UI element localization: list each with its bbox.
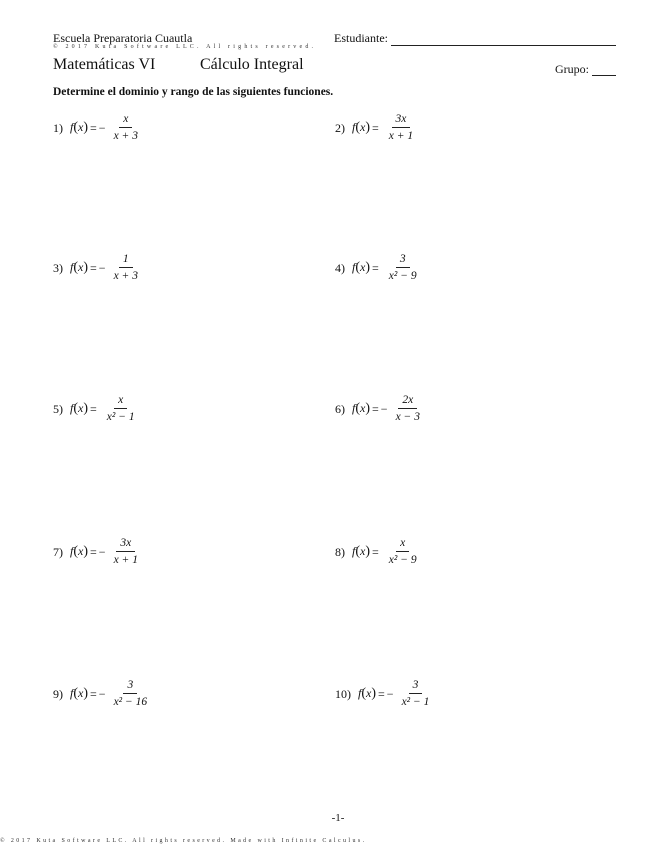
problem: 10) f(x) = − $\frac{3}{\text{x² − 1}}$ [335, 679, 433, 709]
problem: 3) f(x) = − $\frac{1}{x + 3}$ [53, 253, 142, 283]
problem-number: 5) [53, 401, 63, 416]
denominator: x + 1 [388, 130, 414, 142]
function-label: f(x) [70, 260, 89, 275]
numerator: 3 [123, 679, 137, 694]
numerator: x [114, 394, 127, 409]
function-label: f(x) [352, 544, 371, 559]
group-label: Grupo: [555, 62, 589, 76]
function-label: f(x) [70, 120, 89, 135]
negative-sign: − [98, 260, 106, 275]
problem-number: 8) [335, 544, 345, 559]
student-label: Estudiante: [334, 31, 388, 45]
problem: 8) f(x) = $\frac{x}{\text{x² − 9}}$ [335, 537, 421, 567]
denominator: x² − 1 [401, 696, 430, 708]
problem: 4) f(x) = $\frac{3}{\text{x² − 9}}$ [335, 253, 421, 283]
denominator: x² − 9 [388, 554, 417, 566]
fraction [392, 394, 424, 424]
denominator: x² − 9 [388, 270, 417, 282]
numerator: 3x [116, 537, 135, 552]
fraction [110, 537, 142, 567]
numerator: 3 [409, 679, 423, 694]
problem: 2) f(x) = $\frac{3x}{x + 1}$ [335, 113, 417, 143]
fraction [103, 394, 139, 424]
function-label: f(x) [70, 544, 89, 559]
denominator: x² − 1 [106, 411, 135, 423]
negative-sign: − [98, 120, 106, 135]
function-label: f(x) [70, 401, 89, 416]
fraction [385, 253, 421, 283]
numerator: 2x [398, 394, 417, 409]
denominator: x − 3 [395, 411, 420, 423]
problem-number: 2) [335, 120, 345, 135]
fraction [110, 113, 142, 143]
function-label: f(x) [70, 686, 89, 701]
fraction [110, 679, 152, 709]
function-label: f(x) [352, 401, 371, 416]
negative-sign: − [380, 401, 388, 416]
negative-sign: − [386, 686, 394, 701]
numerator: 3 [396, 253, 410, 268]
function-label: f(x) [352, 120, 371, 135]
fraction [398, 679, 434, 709]
course-title: Matemáticas VI [53, 56, 156, 73]
student-name-line[interactable] [391, 45, 616, 46]
negative-sign: − [98, 544, 106, 559]
problem-number: 9) [53, 686, 63, 701]
problem: 9) f(x) = − $\frac{3}{\text{x² − 16}}$ [53, 679, 151, 709]
problem-number: 6) [335, 401, 345, 416]
function-label: f(x) [358, 686, 377, 701]
copyright-bottom: © 2017 Kuta Software LLC. All rights reserved. Made with Infinite Calculus. [0, 838, 367, 844]
denominator: x + 1 [113, 554, 138, 566]
problem-number: 4) [335, 260, 345, 275]
group-line[interactable] [592, 75, 616, 76]
instructions: Determine el dominio y rango de las siguientes funciones. [53, 86, 334, 98]
problem-number: 3) [53, 260, 63, 275]
page-number: -1- [331, 812, 345, 824]
fraction [385, 537, 421, 567]
problem: 7) f(x) = − $\frac{3x}{x + 1}$ [53, 537, 142, 567]
fraction [385, 113, 417, 143]
problem: 5) f(x) = $\frac{x}{\text{x² − 1}}$ [53, 394, 139, 424]
numerator: x [119, 113, 132, 128]
negative-sign: − [98, 686, 106, 701]
fraction [110, 253, 142, 283]
denominator: x² − 16 [113, 696, 148, 708]
numerator: x [396, 537, 409, 552]
problem: 1) f(x) = − $\frac{x}{x + 3}$ [53, 113, 142, 143]
numerator: 3x [392, 113, 411, 128]
numerator: 1 [119, 253, 133, 268]
school-name: Escuela Preparatoria Cuautla [53, 31, 193, 45]
copyright-top: © 2017 Kuta Software LLC. All rights reserved. [53, 44, 317, 50]
function-label: f(x) [352, 260, 371, 275]
problem: 6) f(x) = − $\frac{2x}{x - 3}$ [335, 394, 424, 424]
denominator: x + 3 [113, 130, 138, 142]
problem-number: 1) [53, 120, 63, 135]
denominator: x + 3 [113, 270, 138, 282]
problem-number: 7) [53, 544, 63, 559]
topic-title: Cálculo Integral [200, 56, 304, 73]
problem-number: 10) [335, 686, 351, 701]
